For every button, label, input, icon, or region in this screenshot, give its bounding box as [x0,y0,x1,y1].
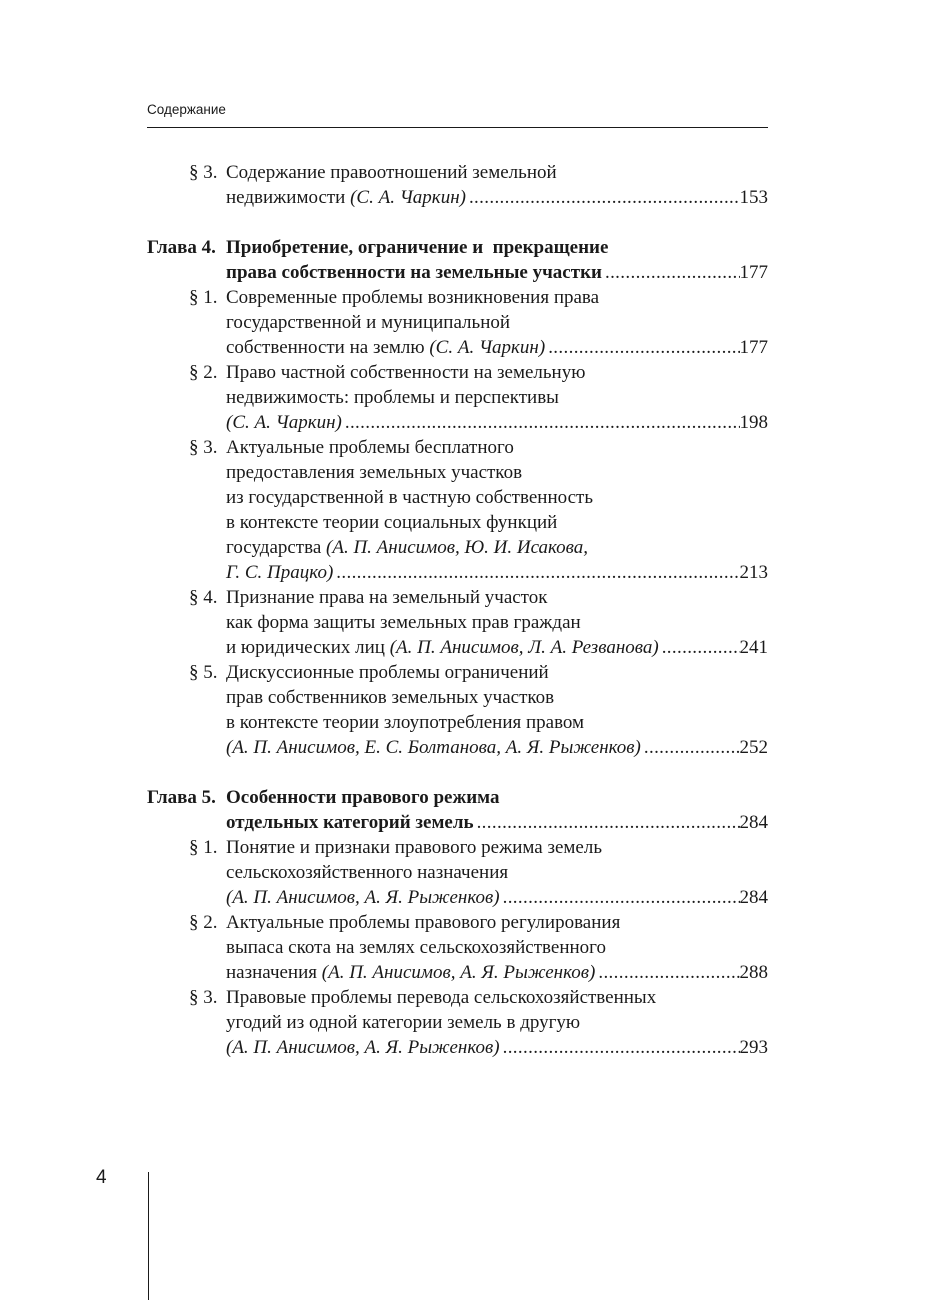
page-ref: 198 [739,412,768,433]
toc-entry-ch4-s2 [147,360,768,385]
page-ref: 252 [739,737,768,758]
toc-entry-line [147,1035,768,1060]
section-title: Содержание правоотношений земельной [226,162,557,183]
section-number: § 4. [189,587,218,608]
page-ref: 213 [739,562,768,583]
page-ref: 153 [739,187,768,208]
toc-entry-ch4-s5 [147,660,768,685]
toc-entry-line [147,1010,768,1035]
dot-leader [345,410,740,435]
section-title: и юридических лиц [226,637,390,658]
section-title: Современные проблемы возникновения права [226,287,600,308]
dot-leader [605,260,740,285]
toc-entry-line [147,485,768,510]
page-number: 4 [96,1167,107,1188]
section-title: собственности на землю [226,337,430,358]
section-number: § 1. [189,837,218,858]
section-author: (А. П. Анисимов, Е. С. Болтанова, А. Я. Рыженков) [226,737,641,758]
toc-entry-line [147,510,768,535]
section-title: назначения [226,962,322,983]
page-ref: 284 [739,812,768,833]
toc-entry-ch5-s1 [147,835,768,860]
section-title: угодий из одной категории земель в другую [226,1012,581,1033]
section-number: § 1. [189,287,218,308]
toc-entry-line [147,710,768,735]
chapter-title: права собственности на земельные участки [226,262,602,283]
toc-entry-line [147,935,768,960]
section-author: (А. П. Анисимов, А. Я. Рыженков) [226,1037,500,1058]
chapter-title: Приобретение, ограничение и прекращение [226,237,609,258]
section-title: предоставления земельных участков [226,462,523,483]
dot-leader [477,810,740,835]
dot-leader [662,635,740,660]
toc-entry-line [147,460,768,485]
section-title: Правовые проблемы перевода сельскохозяйственных [226,987,657,1008]
section-author: (А. П. Анисимов, А. Я. Рыженков) [226,887,500,908]
toc-entry-line [147,735,768,760]
section-title: в контексте теории злоупотребления правом [226,712,585,733]
dot-leader [644,735,740,760]
toc-entry-ch4-s4 [147,585,768,610]
dot-leader [598,960,739,985]
toc-entry-line [147,810,768,835]
toc-entry-ch3-s3 [147,160,768,185]
section-title: Дискуссионные проблемы ограничений [226,662,549,683]
section-title: в контексте теории социальных функций [226,512,558,533]
section-title: Актуальные проблемы бесплатного [226,437,514,458]
toc-entry-line [147,535,768,560]
chapter-number: Глава 5. [147,787,216,808]
section-title: сельскохозяйственного назначения [226,862,509,883]
section-title: прав собственников земельных участков [226,687,555,708]
section-title: государства [226,537,327,558]
dot-leader [336,560,739,585]
toc-chapter-5 [147,785,768,810]
chapter-number: Глава 4. [147,237,216,258]
section-author: (С. А. Чаркин) [226,412,342,433]
page-ref: 288 [739,962,768,983]
section-number: § 5. [189,662,218,683]
page-ref: 177 [739,262,768,283]
page-ref: 293 [739,1037,768,1058]
section-author: (С. А. Чаркин) [429,337,546,358]
section-number: § 2. [189,912,218,933]
section-title: из государственной в частную собственность [226,487,593,508]
section-author: Г. С. Працко) [226,562,334,583]
toc-chapter-4 [147,235,768,260]
section-title: Право частной собственности на земельную [226,362,586,383]
section-title: выпаса скота на землях сельскохозяйственного [226,937,606,958]
page-ref: 177 [739,337,768,358]
section-number: § 2. [189,362,218,383]
section-title: Понятие и признаки правового режима земель [226,837,602,858]
section-author: (А. П. Анисимов, Ю. И. Исакова, [326,537,589,558]
section-number: § 3. [189,437,218,458]
toc-entry-ch5-s2 [147,910,768,935]
toc-entry-line [147,410,768,435]
toc-entry-line [147,610,768,635]
margin-rule [148,1172,149,1300]
chapter-title: Особенности правового режима [226,787,500,808]
toc-entry-ch4-s1 [147,285,768,310]
dot-leader [503,1035,740,1060]
toc-entry-line [147,260,768,285]
toc-entry-line [147,860,768,885]
section-author: (А. П. Анисимов, Л. А. Резванова) [389,637,659,658]
toc-entry-line [147,335,768,360]
section-title: Признание права на земельный участок [226,587,548,608]
dot-leader [503,885,740,910]
toc-entry-line [147,560,768,585]
section-title: Актуальные проблемы правового регулирования [226,912,621,933]
toc-entry-line [147,635,768,660]
toc-entry-line [147,685,768,710]
toc-entry-line [147,185,768,210]
section-title: государственной и муниципальной [226,312,511,333]
running-head: Содержание [147,102,226,117]
chapter-title: отдельных категорий земель [226,812,474,833]
section-title: недвижимости [226,187,351,208]
section-author: (С. А. Чаркин) [350,187,466,208]
page-ref: 241 [739,637,768,658]
toc-entry-line [147,385,768,410]
dot-leader [548,335,739,360]
table-of-contents [147,160,768,1060]
toc-entry-line [147,310,768,335]
page-ref: 284 [739,887,768,908]
header-rule [147,127,768,128]
section-number: § 3. [189,987,218,1008]
section-title: недвижимость: проблемы и перспективы [226,387,559,408]
toc-entry-line [147,885,768,910]
section-author: (А. П. Анисимов, А. Я. Рыженков) [321,962,596,983]
toc-entry-ch4-s3 [147,435,768,460]
dot-leader [469,185,740,210]
section-number: § 3. [189,162,218,183]
toc-entry-line [147,960,768,985]
toc-entry-ch5-s3 [147,985,768,1010]
section-title: как форма защиты земельных прав граждан [226,612,581,633]
